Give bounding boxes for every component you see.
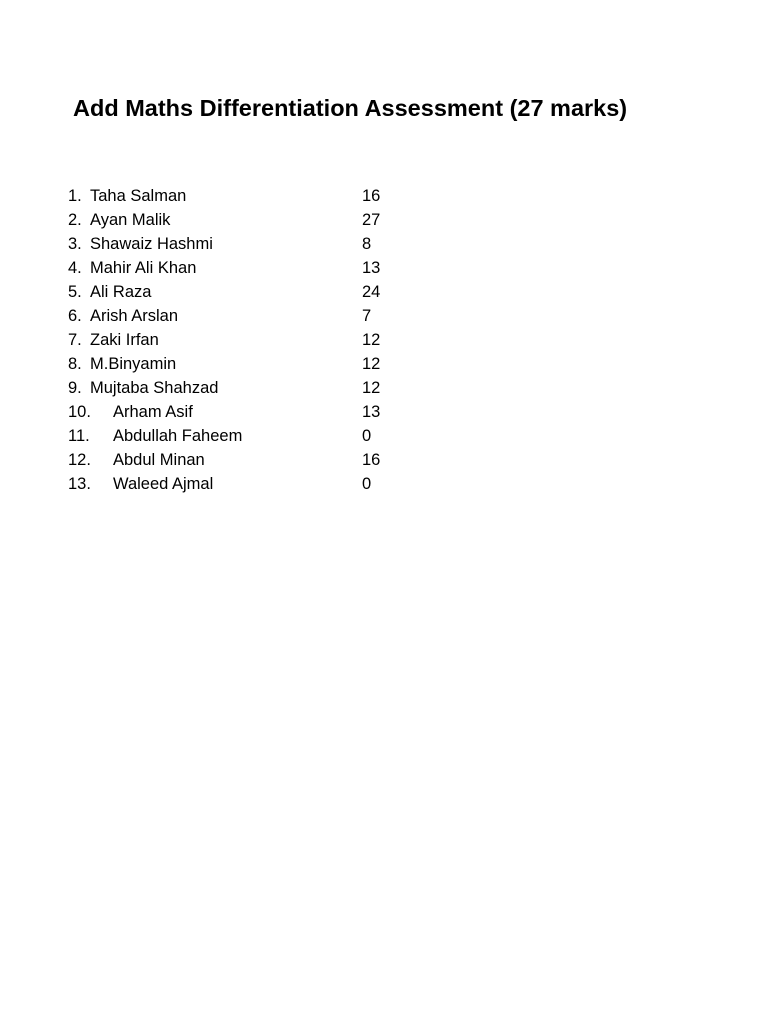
item-number: 1.	[68, 187, 82, 205]
student-score: 13	[362, 259, 381, 277]
item-number: 3.	[68, 235, 82, 253]
student-name: Abdul Minan	[113, 451, 205, 469]
list-item	[0, 328, 768, 352]
list-item	[0, 352, 768, 376]
student-score: 12	[362, 355, 381, 373]
student-score: 16	[362, 451, 381, 469]
item-number: 7.	[68, 331, 82, 349]
student-score: 16	[362, 187, 381, 205]
list-item	[0, 184, 768, 208]
student-name: M.Binyamin	[90, 355, 177, 373]
student-name: Mahir Ali Khan	[90, 259, 197, 277]
item-number: 13.	[68, 475, 91, 493]
item-number: 10.	[68, 403, 91, 421]
list-item	[0, 232, 768, 256]
student-name: Arham Asif	[113, 403, 193, 421]
student-score: 12	[362, 379, 381, 397]
score-list	[0, 184, 768, 496]
student-name: Mujtaba Shahzad	[90, 379, 219, 397]
list-item	[0, 424, 768, 448]
list-item	[0, 472, 768, 496]
list-item	[0, 448, 768, 472]
student-name: Shawaiz Hashmi	[90, 235, 213, 253]
list-item	[0, 256, 768, 280]
student-name: Waleed Ajmal	[113, 475, 214, 493]
item-number: 4.	[68, 259, 82, 277]
student-score: 13	[362, 403, 381, 421]
list-item	[0, 208, 768, 232]
item-number: 9.	[68, 379, 82, 397]
student-score: 24	[362, 283, 381, 301]
item-number: 8.	[68, 355, 82, 373]
student-score: 27	[362, 211, 381, 229]
item-number: 12.	[68, 451, 91, 469]
list-item	[0, 400, 768, 424]
student-score: 0	[362, 427, 372, 445]
student-name: Ayan Malik	[90, 211, 171, 229]
item-number: 2.	[68, 211, 82, 229]
student-score: 8	[362, 235, 372, 253]
student-name: Taha Salman	[90, 187, 187, 205]
document-title: Add Maths Differentiation Assessment (27 marks)	[73, 95, 628, 121]
student-score: 12	[362, 331, 381, 349]
item-number: 5.	[68, 283, 82, 301]
item-number: 6.	[68, 307, 82, 325]
student-score: 7	[362, 307, 372, 325]
list-item	[0, 280, 768, 304]
list-item	[0, 304, 768, 328]
item-number: 11.	[68, 427, 90, 445]
student-name: Zaki Irfan	[90, 331, 159, 349]
student-name: Abdullah Faheem	[113, 427, 243, 445]
list-item	[0, 376, 768, 400]
student-name: Arish Arslan	[90, 307, 179, 325]
student-score: 0	[362, 475, 372, 493]
student-name: Ali Raza	[90, 283, 152, 301]
